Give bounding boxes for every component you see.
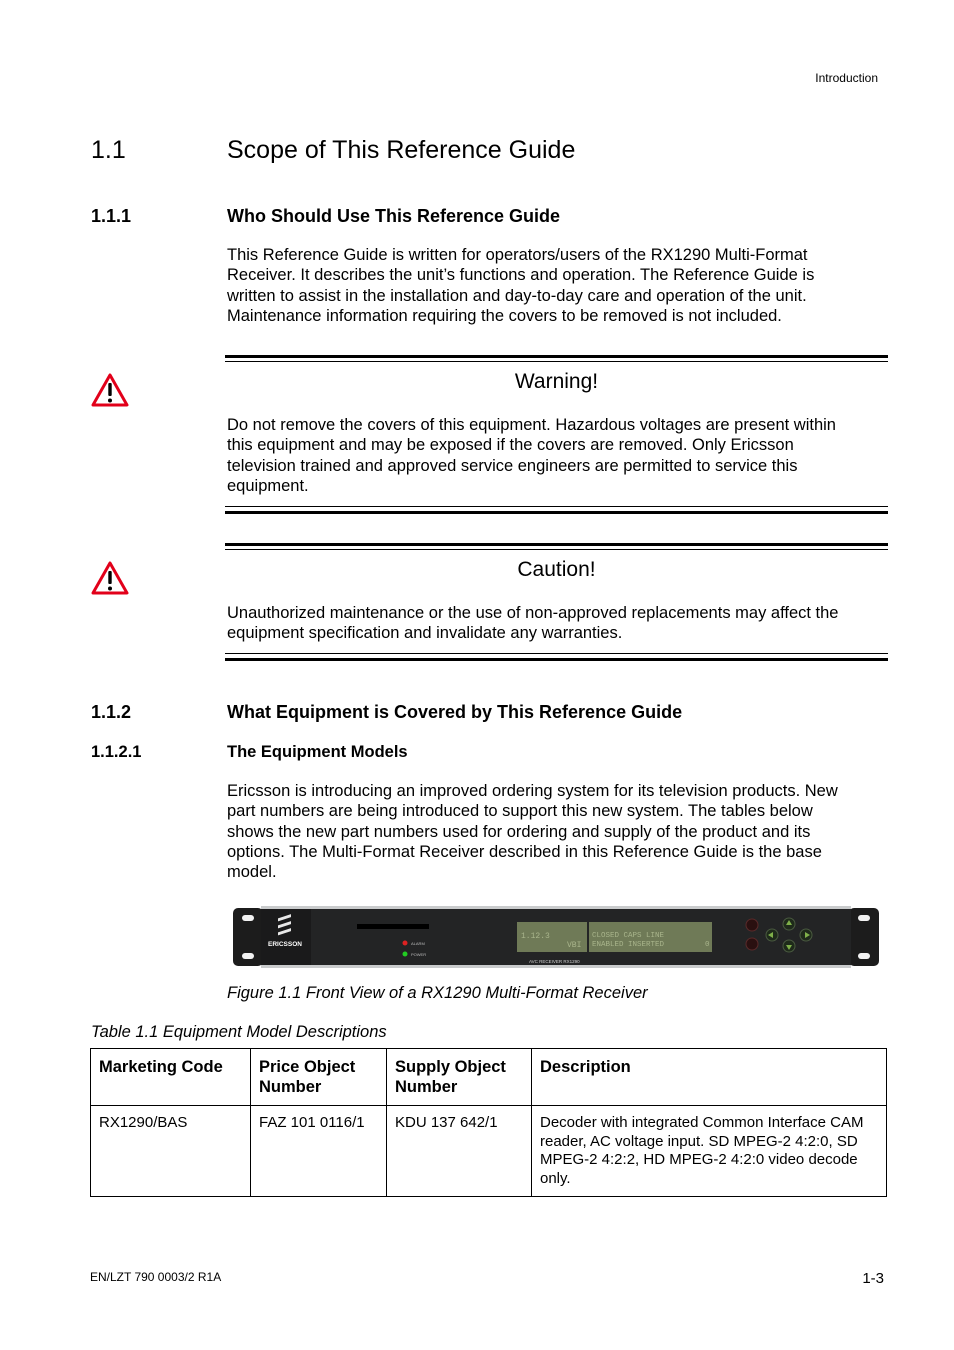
warning-paragraph: Do not remove the covers of this equipment. Hazardous voltages are present within this equipment and may be exposed if the covers are removed. Only Ericsson television trained and approved service engineers are permitted to service this equipment. bbox=[227, 416, 836, 495]
caution-triangle-icon bbox=[90, 560, 130, 596]
warning-bottom-rule bbox=[225, 511, 888, 514]
subsection-title-who: Who Should Use This Reference Guide bbox=[227, 206, 561, 226]
lcd-right-number: 0 bbox=[705, 941, 710, 949]
running-header: Introduction bbox=[815, 71, 878, 85]
caution-paragraph: Unauthorized maintenance or the use of non-approved replacements may affect the equipment specification and invalidate any warranties. bbox=[227, 604, 839, 643]
caution-bottom-rule bbox=[225, 658, 888, 661]
subsection-number-who: 1.1.1 bbox=[91, 206, 132, 226]
table-cell-description: Decoder with integrated Common Interface CAM reader, AC voltage input. SD MPEG-2 4:2:0, SD MPEG-2 4:2:2, HD MPEG-2 4:2:0 video decode only. bbox=[532, 1106, 887, 1197]
led-power-label: POWER bbox=[411, 952, 427, 957]
models-paragraph: Ericsson is introducing an improved ordering system for its television products. New part numbers are being introduced to support this new system. The tables below shows the new part numbers used for ordering and supply of the product and its options. The Multi-Format Receiver described in this Reference Guide is the base model. bbox=[227, 782, 838, 882]
subsubsection-title-models: The Equipment Models bbox=[227, 743, 408, 761]
warning-bottom-rule-thin bbox=[225, 506, 888, 507]
table-cell-price-object: FAZ 101 0116/1 bbox=[251, 1106, 387, 1197]
table-cell-supply-object: KDU 137 642/1 bbox=[387, 1106, 532, 1197]
lcd-right-top: CLOSED CAPS LINE bbox=[592, 932, 665, 940]
column-header: Marketing Code bbox=[91, 1049, 251, 1106]
caution-bottom-rule-thin bbox=[225, 653, 888, 654]
section-title: Scope of This Reference Guide bbox=[227, 136, 576, 164]
section-number: 1.1 bbox=[91, 136, 126, 164]
column-header: Price Object Number bbox=[251, 1049, 387, 1106]
footer-page-number: 1-3 bbox=[862, 1270, 884, 1287]
warning-triangle-icon bbox=[90, 372, 130, 408]
column-header: Supply Object Number bbox=[387, 1049, 532, 1106]
caution-top-rule bbox=[225, 543, 888, 546]
led-alarm-label: ALARM bbox=[411, 941, 425, 946]
warning-top-rule-thin bbox=[225, 361, 888, 362]
table-row bbox=[91, 1106, 887, 1197]
device-model-label: AVC RECEIVER RX1290 bbox=[529, 959, 580, 964]
caution-title: Caution! bbox=[517, 558, 596, 581]
subsubsection-number-models: 1.1.2.1 bbox=[91, 743, 142, 761]
who-paragraph: This Reference Guide is written for operators/users of the RX1290 Multi-Format Receiver. It describes the unit’s functions and operation. The Reference Guide is written to assist in the installation and day-to-day care and operation of the unit. Maintenance information requiring the covers to be removed is not included. bbox=[227, 246, 815, 325]
rx1290-front-panel-image bbox=[233, 906, 879, 968]
equipment-model-table bbox=[90, 1048, 887, 1197]
column-header: Description bbox=[532, 1049, 887, 1106]
lcd-right-bottom: ENABLED INSERTED bbox=[592, 941, 665, 949]
table-caption: Table 1.1 Equipment Model Descriptions bbox=[91, 1023, 387, 1041]
device-brand-label: ERICSSON bbox=[268, 941, 302, 948]
lcd-left-bottom: VBI bbox=[567, 941, 582, 950]
warning-title: Warning! bbox=[514, 370, 599, 393]
footer-document-id: EN/LZT 790 0003/2 R1A bbox=[90, 1270, 222, 1284]
figure-caption: Figure 1.1 Front View of a RX1290 Multi-Format Receiver bbox=[227, 984, 648, 1002]
table-cell-marketing-code: RX1290/BAS bbox=[91, 1106, 251, 1197]
caution-top-rule-thin bbox=[225, 549, 888, 550]
subsection-title-equipment: What Equipment is Covered by This Reference Guide bbox=[227, 702, 683, 722]
warning-top-rule bbox=[225, 355, 888, 358]
subsection-number-equipment: 1.1.2 bbox=[91, 702, 132, 722]
lcd-left-top: 1.12.3 bbox=[521, 932, 550, 941]
table-header-row bbox=[91, 1049, 887, 1106]
